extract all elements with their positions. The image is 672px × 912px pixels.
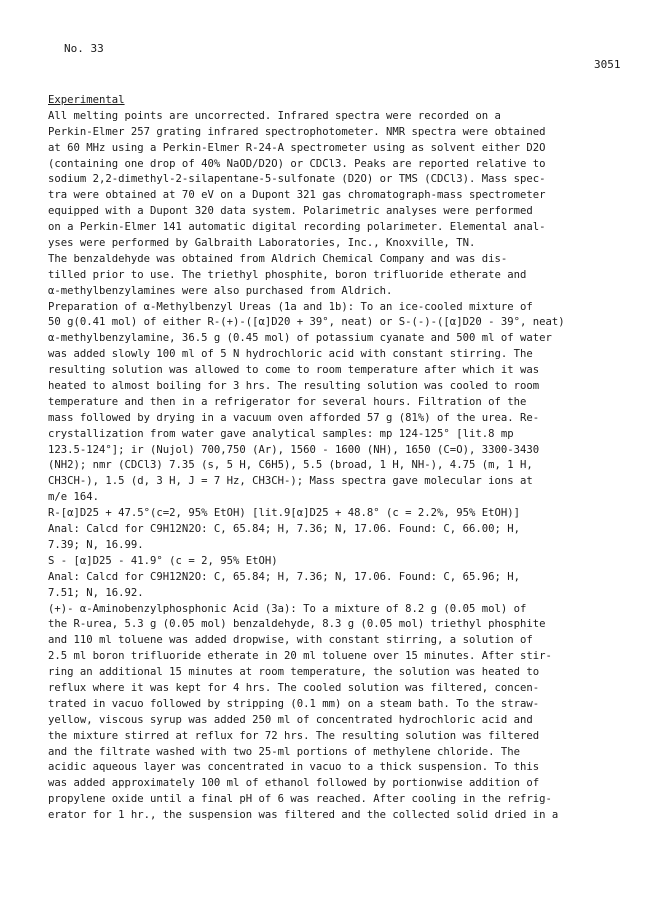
text-line: 2.5 ml boron trifluoride etherate in 20 ml toluene over 15 minutes. After stir- xyxy=(48,650,552,663)
text-line: yses were performed by Galbraith Laboratories, Inc., Knoxville, TN. xyxy=(48,237,476,250)
text-line: reflux where it was kept for 4 hrs. The cooled solution was filtered, concen- xyxy=(48,681,540,694)
text-line: (NH2); nmr (CDCl3) 7.35 (s, 5 H, C6H5), 5.5 (broad, 1 H, NH-), 4.75 (m, 1 H, xyxy=(48,459,533,472)
text-line xyxy=(48,824,648,840)
text-line: 123.5-124°]; ir (Nujol) 700,750 (Ar), 1560 - 1600 (NH), 1650 (C=O), 3300-3430 xyxy=(48,443,540,456)
text-line: S - [α]D25 - 41.9° (c = 2, 95% EtOH) xyxy=(48,554,278,567)
text-line: heated to almost boiling for 3 hrs. The resulting solution was cooled to room xyxy=(48,380,540,393)
text-line: mass followed by drying in a vacuum oven afforded 57 g (81%) of the urea. Re- xyxy=(48,411,540,424)
text-line: CH3CH-), 1.5 (d, 3 H, J = 7 Hz, CH3CH-); Mass spectra gave molecular ions at xyxy=(48,475,533,488)
text-line: ring an additional 15 minutes at room temperature, the solution was heated to xyxy=(48,666,540,679)
page-number: 3051 xyxy=(594,58,621,71)
text-line: erator for 1 hr., the suspension was filtered and the collected solid dried in a xyxy=(48,809,559,822)
text-line: α-methylbenzylamines were also purchased from Aldrich. xyxy=(48,284,393,297)
text-line: α-methylbenzylamine, 36.5 g (0.45 mol) of potassium cyanate and 500 ml of water xyxy=(48,332,552,345)
text-line: temperature and then in a refrigerator for several hours. Filtration of the xyxy=(48,395,527,408)
text-line: propylene oxide until a final pH of 6 was reached. After cooling in the refrig- xyxy=(48,793,552,806)
text-line: 50 g(0.41 mol) of either R-(+)-([α]D20 + 39°, neat) or S-(-)-([α]D20 - 39°, neat) xyxy=(48,316,565,329)
text-line: was added slowly 100 ml of 5 N hydrochloric acid with constant stirring. The xyxy=(48,348,533,361)
text-line: (+)- α-Aminobenzylphosphonic Acid (3a): To a mixture of 8.2 g (0.05 mol) of xyxy=(48,602,527,615)
text-line: equipped with a Dupont 320 data system. Polarimetric analyses were performed xyxy=(48,205,533,218)
text-line: the R-urea, 5.3 g (0.05 mol) benzaldehyde, 8.3 g (0.05 mol) triethyl phosphite xyxy=(48,618,546,631)
text-line: was added approximately 100 ml of ethanol followed by portionwise addition of xyxy=(48,777,540,790)
text-line: trated in vacuo followed by stripping (0.1 mm) on a steam bath. To the straw- xyxy=(48,697,540,710)
text-line: Preparation of α-Methylbenzyl Ureas (1a and 1b): To an ice-cooled mixture of xyxy=(48,300,533,313)
journal-issue: No. 33 xyxy=(64,42,104,55)
text-line: tra were obtained at 70 eV on a Dupont 321 gas chromatograph-mass spectrometer xyxy=(48,189,546,202)
text-line: at 60 MHz using a Perkin-Elmer R-24-A spectrometer using as solvent either D2O xyxy=(48,141,546,154)
text-line: crystallization from water gave analytical samples: mp 124-125° [lit.8 mp xyxy=(48,427,514,440)
text-line: Anal: Calcd for C9H12N2O: C, 65.84; H, 7.36; N, 17.06. Found: C, 66.00; H, xyxy=(48,523,520,536)
text-line: 7.39; N, 16.99. xyxy=(48,538,144,551)
text-line: Perkin-Elmer 257 grating infrared spectrophotometer. NMR spectra were obtained xyxy=(48,125,546,138)
text-line: R-[α]D25 + 47.5°(c=2, 95% EtOH) [lit.9[α]D25 + 48.8° (c = 2.2%, 95% EtOH)] xyxy=(48,507,520,520)
text-line: on a Perkin-Elmer 141 automatic digital recording polarimeter. Elemental anal- xyxy=(48,221,546,234)
text-line: yellow, viscous syrup was added 250 ml of concentrated hydrochloric acid and xyxy=(48,713,533,726)
text-line: and the filtrate washed with two 25-ml portions of methylene chloride. The xyxy=(48,745,520,758)
text-line: the mixture stirred at reflux for 72 hrs. The resulting solution was filtered xyxy=(48,729,540,742)
text-line: tilled prior to use. The triethyl phosphite, boron trifluoride etherate and xyxy=(48,268,527,281)
text-line: All melting points are uncorrected. Infrared spectra were recorded on a xyxy=(48,109,501,122)
text-line: sodium 2,2-dimethyl-2-silapentane-5-sulfonate (D2O) or TMS (CDCl3). Mass spec- xyxy=(48,173,546,186)
text-line: Anal: Calcd for C9H12N2O: C, 65.84; H, 7.36; N, 17.06. Found: C, 65.96; H, xyxy=(48,570,520,583)
article-body xyxy=(48,93,648,856)
section-title: Experimental xyxy=(48,94,125,106)
text-line: 7.51; N, 16.92. xyxy=(48,586,144,599)
text-line: and 110 ml toluene was added dropwise, with constant stirring, a solution of xyxy=(48,634,533,647)
text-line: (containing one drop of 40% NaOD/D2O) or CDCl3. Peaks are reported relative to xyxy=(48,157,546,170)
text-line xyxy=(48,840,648,856)
text-line: The benzaldehyde was obtained from Aldrich Chemical Company and was dis- xyxy=(48,252,508,265)
text-line: acidic aqueous layer was concentrated in vacuo to a thick suspension. To this xyxy=(48,761,540,774)
text-line: m/e 164. xyxy=(48,491,100,504)
text-line: resulting solution was allowed to come to room temperature after which it was xyxy=(48,364,540,377)
